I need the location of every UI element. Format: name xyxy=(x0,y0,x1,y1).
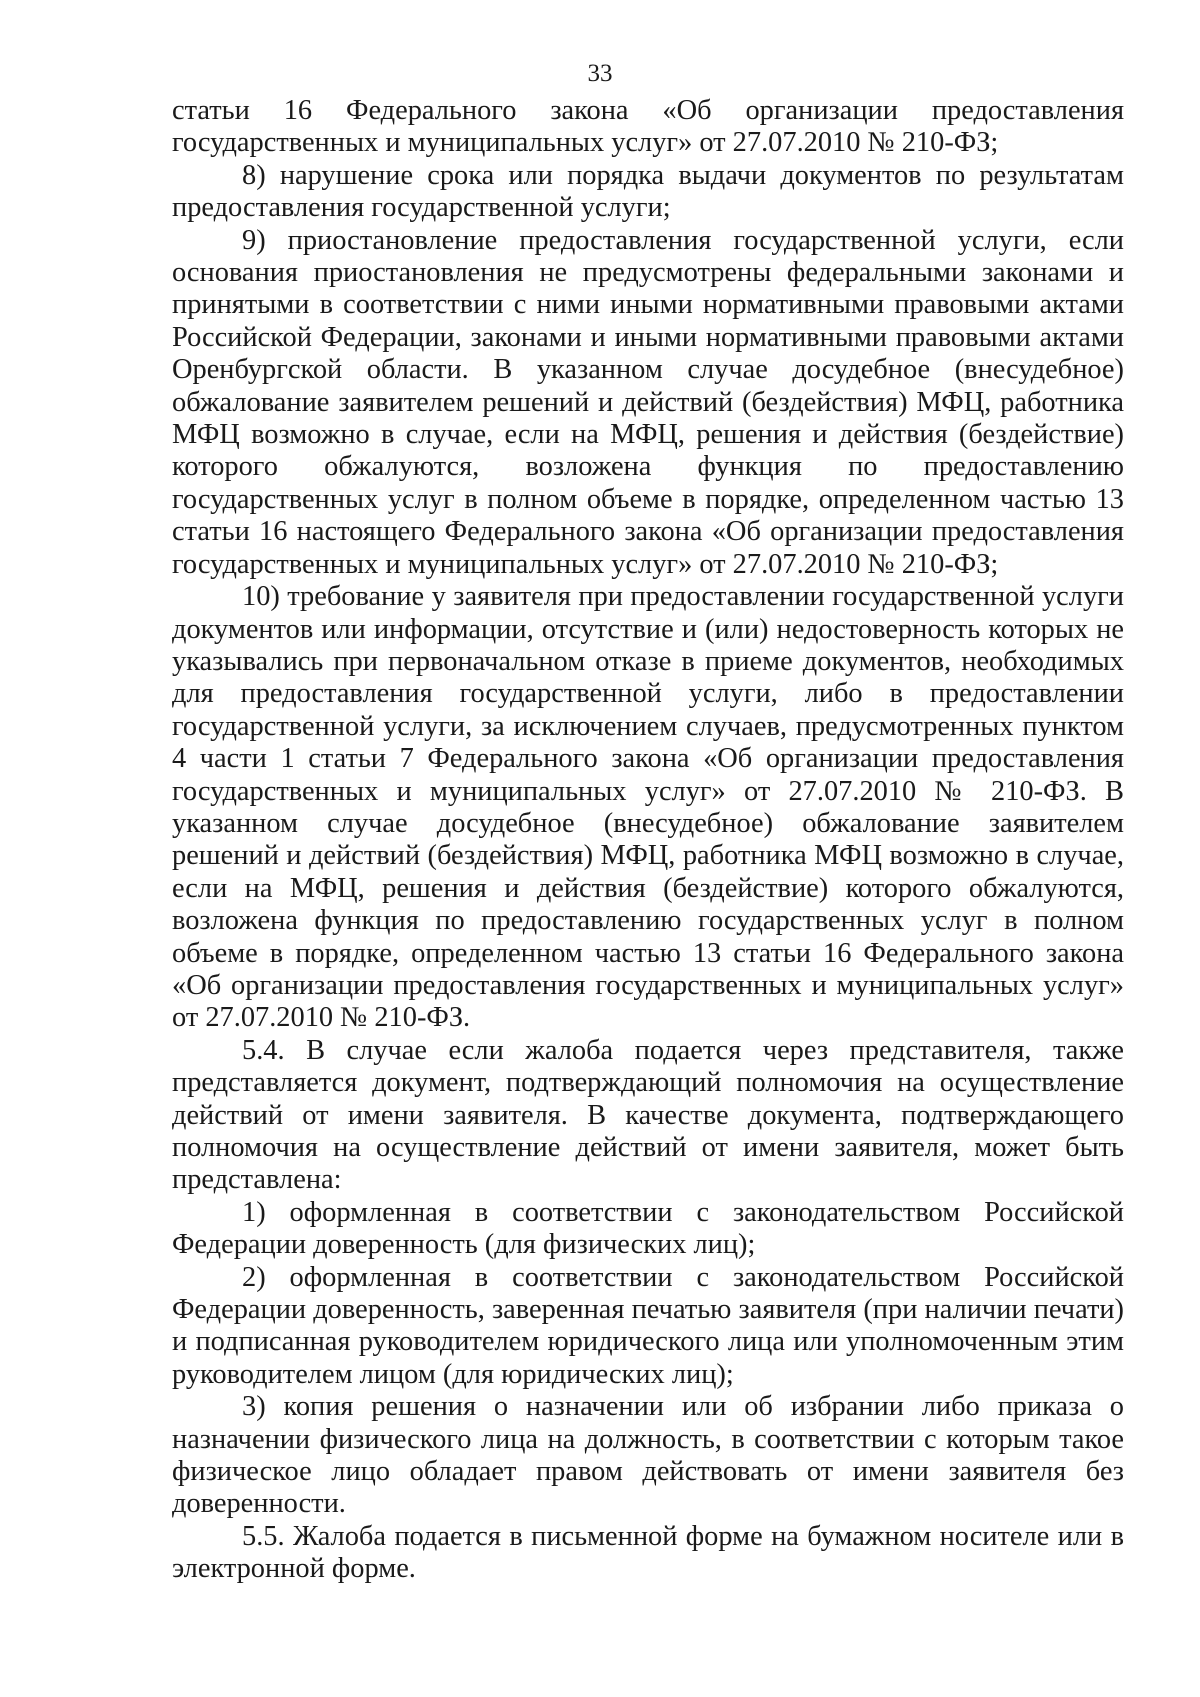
paragraph-item-8: 8) нарушение срока или порядка выдачи документов по результатам предоставления государственной услуги; xyxy=(172,159,1124,224)
paragraph-subitem-1: 1) оформленная в соответствии с законодательством Российской Федерации доверенность (для физических лиц); xyxy=(172,1196,1124,1261)
paragraph-item-10: 10) требование у заявителя при предоставлении государственной услуги документов или информации, отсутствие и (или) недостоверность которых не указывались при первоначальном отказе в приеме документов, необходимых для предоставления государственной услуги, либо в предоставлении государственной услуги, за исключением случаев, предусмотренных пунктом 4 части 1 статьи 7 Федерального закона «Об организации предоставления государственных и муниципальных услуг» от 27.07.2010 № 210-ФЗ. В указанном случае досудебное (внесудебное) обжалование заявителем решений и действий (бездействия) МФЦ, работника МФЦ возможно в случае, если на МФЦ, решения и действия (бездействие) которого обжалуются, возложена функция по предоставлению государственных услуг в полном объеме в порядке, определенном частью 13 статьи 16 Федерального закона «Об организации предоставления государственных и муниципальных услуг» от 27.07.2010 № 210-ФЗ. xyxy=(172,581,1124,1034)
paragraph-continuation: статьи 16 Федерального закона «Об организации предоставления государственных и муниципальных услуг» от 27.07.2010 № 210-ФЗ; xyxy=(172,95,1124,159)
paragraph-subitem-2: 2) оформленная в соответствии с законодательством Российской Федерации доверенность, заверенная печатью заявителя (при наличии печати) и подписанная руководителем юридического лица или уполномоченным этим руководителем лицом (для юридических лиц); xyxy=(172,1261,1124,1390)
document-body xyxy=(172,95,1124,1586)
paragraph-subitem-3: 3) копия решения о назначении или об избрании либо приказа о назначении физического лица на должность, в соответствии с которым такое физическое лицо обладает правом действовать от имени заявителя без доверенности. xyxy=(172,1391,1124,1520)
paragraph-section-5-5: 5.5. Жалоба подается в письменной форме на бумажном носителе или в электронной форме. xyxy=(172,1520,1124,1585)
paragraph-section-5-4: 5.4. В случае если жалоба подается через представителя, также представляется документ, подтверждающий полномочия на осуществление действий от имени заявителя. В качестве документа, подтверждающего полномочия на осуществление действий от имени заявителя, может быть представлена: xyxy=(172,1034,1124,1196)
paragraph-item-9: 9) приостановление предоставления государственной услуги, если основания приостановления не предусмотрены федеральными законами и принятыми в соответствии с ними иными нормативными правовыми актами Российской Федерации, законами и иными нормативными правовыми актами Оренбургской области. В указанном случае досудебное (внесудебное) обжалование заявителем решений и действий (бездействия) МФЦ, работника МФЦ возможно в случае, если на МФЦ, решения и действия (бездействие) которого обжалуются, возложена функция по предоставлению государственных услуг в полном объеме в порядке, определенном частью 13 статьи 16 настоящего Федерального закона «Об организации предоставления государственных и муниципальных услуг» от 27.07.2010 № 210-ФЗ; xyxy=(172,224,1124,580)
page-number: 33 xyxy=(587,60,613,87)
